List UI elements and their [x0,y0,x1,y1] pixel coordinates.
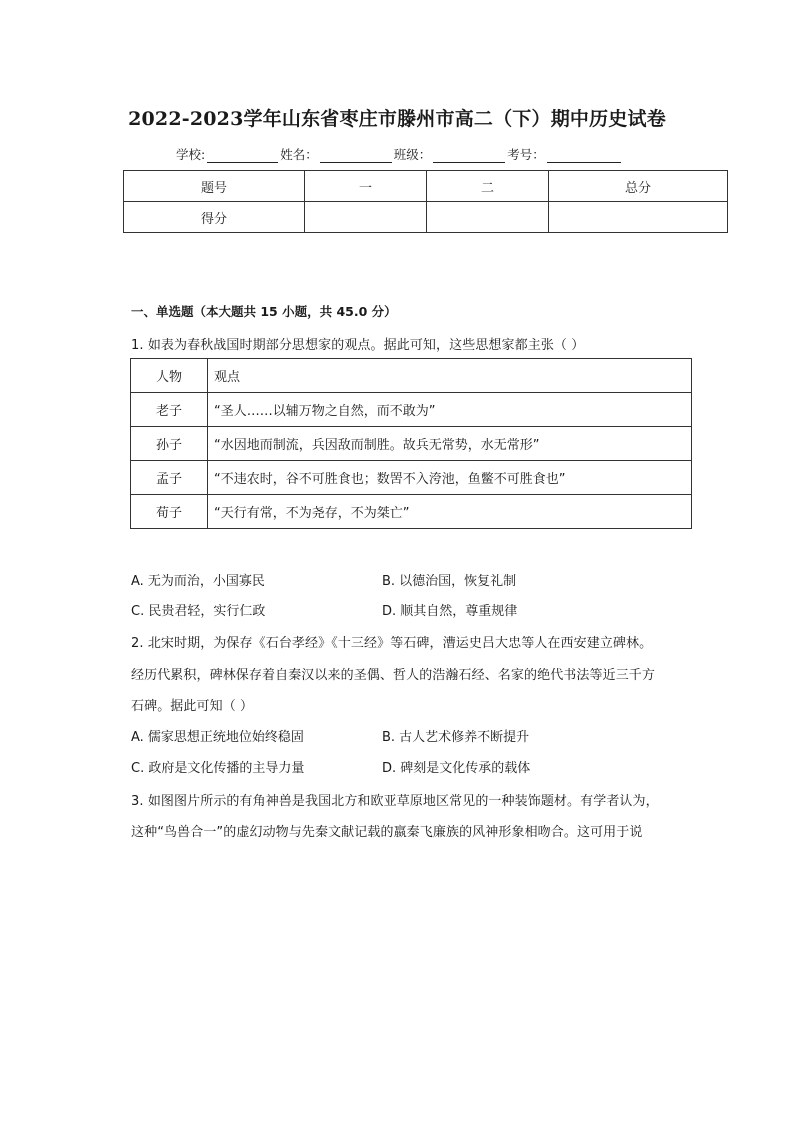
table-row [131,393,692,427]
score-header-cell: 题号 [124,171,305,202]
score-header-cell: 二 [427,171,549,202]
q2-option-c[interactable]: C. 政府是文化传播的主导力量 [131,761,305,776]
viewpoint-cell: “天行有常，不为尧存，不为桀亡” [208,495,692,529]
q1-option-b[interactable]: B. 以德治国，恢复礼制 [382,574,517,589]
student-info-row [176,145,623,163]
q1-option-a[interactable]: A. 无为而治，小国寡民 [131,574,265,589]
exam-number-label: 考号： [507,147,545,162]
question-3-line: 这种“鸟兽合一”的虚幻动物与先秦文献记载的嬴秦飞廉族的风神形象相吻合。这可用于说 [131,825,643,840]
score-header-cell: 一 [305,171,427,202]
score-table-score-row [124,202,728,233]
table-row [131,427,692,461]
score-cell [427,202,549,233]
thinker-cell: 孟子 [131,461,208,495]
exam-title: 2022-2023学年山东省枣庄市滕州市高二（下）期中历史试卷 [128,108,666,130]
score-cell [305,202,427,233]
table-row [131,495,692,529]
school-blank[interactable] [207,148,278,163]
class-label: 班级： [393,147,432,162]
viewpoint-cell: “不违农时，谷不可胜食也；数罟不入洿池，鱼鳖不可胜食也” [208,461,692,495]
q2-option-d[interactable]: D. 碑刻是文化传承的载体 [382,761,531,776]
score-table-header-row [124,171,728,202]
q2-option-a[interactable]: A. 儒家思想正统地位始终稳固 [131,730,304,745]
name-label: 姓名： [280,147,318,162]
viewpoint-cell: “圣人……以辅万物之自然，而不敢为” [208,393,692,427]
exam-number-blank[interactable] [547,148,621,163]
question-1-stem: 1. 如表为春秋战国时期部分思想家的观点。据此可知，这些思想家都主张（ ） [131,338,585,353]
question-2-line: 石碑。据此可知（ ） [131,699,254,714]
table-header-cell: 人物 [131,359,208,393]
q2-option-b[interactable]: B. 古人艺术修养不断提升 [382,730,530,745]
table-row [131,359,692,393]
question-2-line: 2. 北宋时期，为保存《石台孝经》《十三经》等石碑，漕运史吕大忠等人在西安建立碑林。 [131,636,653,651]
table-header-cell: 观点 [208,359,692,393]
q1-views-table [130,358,692,529]
school-label: 学校: [176,147,206,162]
score-header-cell: 总分 [549,171,728,202]
viewpoint-cell: “水因地而制流，兵因敌而制胜。故兵无常势，水无常形” [208,427,692,461]
question-3-line: 3. 如图图片所示的有角神兽是我国北方和欧亚草原地区常见的一种装饰题材。有学者认为， [131,794,659,809]
q1-option-c[interactable]: C. 民贵君轻，实行仁政 [131,604,266,619]
thinker-cell: 孙子 [131,427,208,461]
question-2-line: 经历代累积，碑林保存着自秦汉以来的圣偶、哲人的浩瀚石经、名家的绝代书法等近三千方 [131,668,656,683]
score-cell [549,202,728,233]
q1-option-d[interactable]: D. 顺其自然，尊重规律 [382,604,518,619]
thinker-cell: 老子 [131,393,208,427]
score-table [123,170,728,233]
name-blank[interactable] [320,148,392,163]
thinker-cell: 荀子 [131,495,208,529]
table-row [131,461,692,495]
class-blank[interactable] [433,148,505,163]
section-heading: 一、单选题（本大题共 15 小题，共 45.0 分） [131,304,397,319]
score-row-label: 得分 [124,202,305,233]
